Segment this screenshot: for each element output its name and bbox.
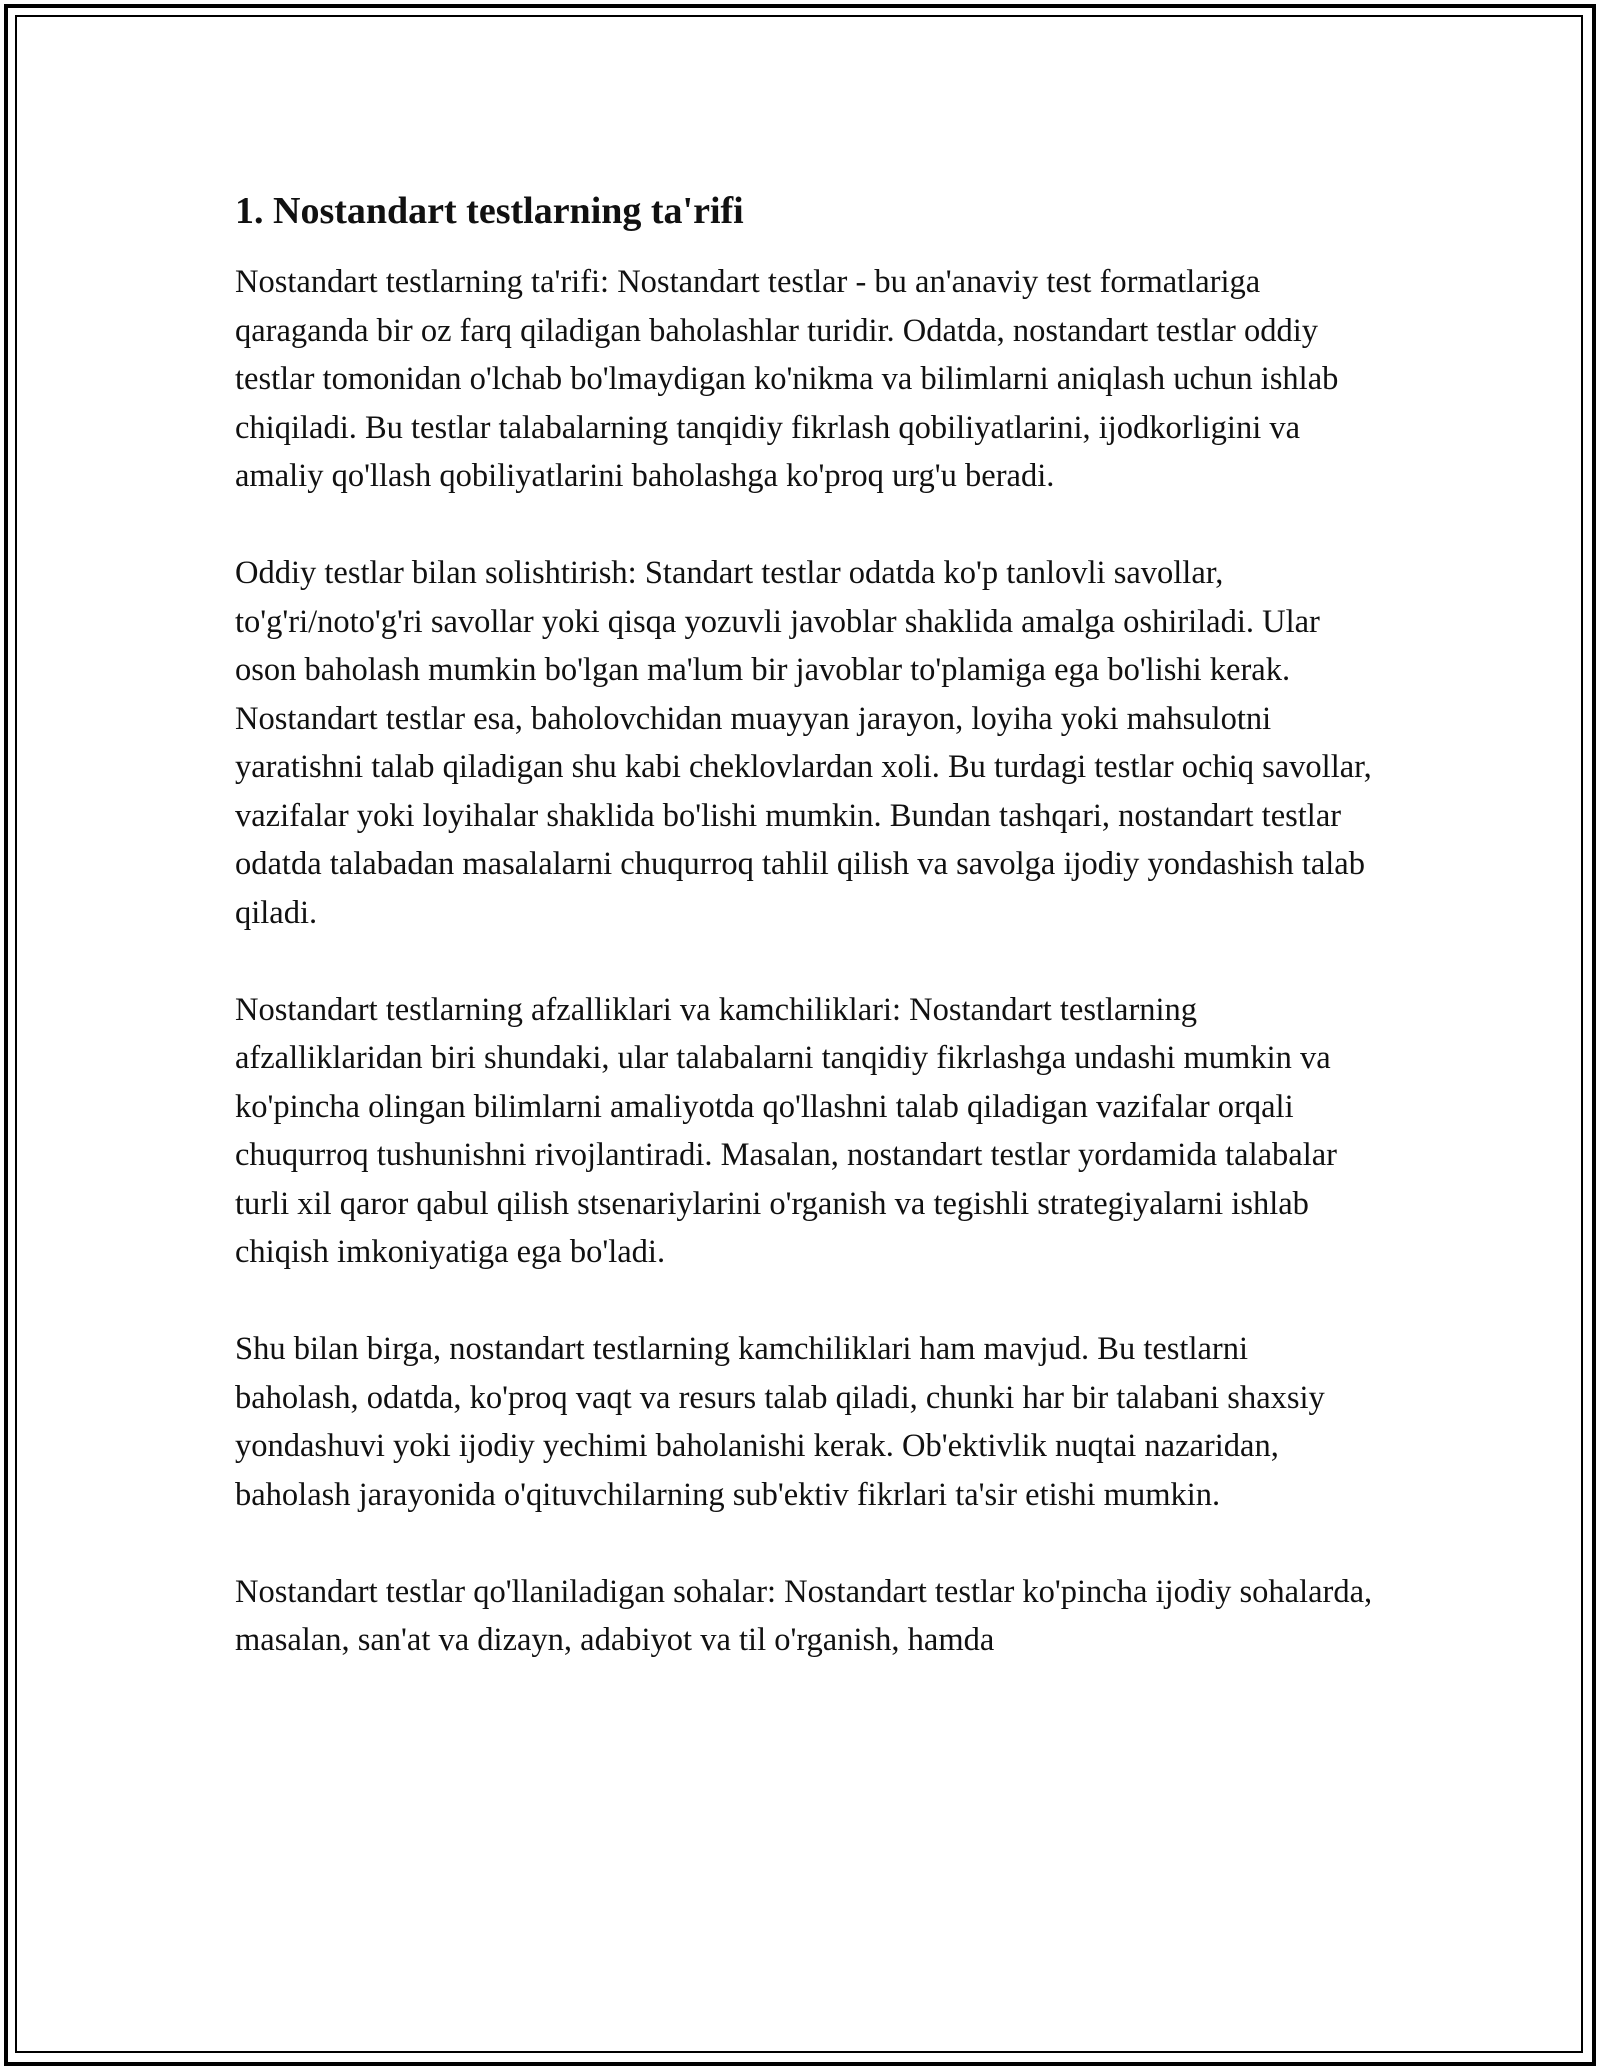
- paragraph-definition: Nostandart testlarning ta'rifi: Nostandart testlar - bu an'anaviy test formatlariga qaraganda bir oz farq qiladigan baholashlar turidir. Odatda, nostandart testlar oddiy testlar tomonidan o'lchab bo'lmaydigan ko'nikma va bilimlarni aniqlash uchun ishlab chiqiladi. Bu testlar talabalarning tanqidiy fikrlash qobiliyatlarini, ijodkorligini va amaliy qo'llash qobiliyatlarini baholashga ko'proq urg'u beradi.: [235, 264, 1339, 494]
- paragraph-application-areas: Nostandart testlar qo'llaniladigan sohalar: Nostandart testlar ko'pincha ijodiy sohalarda, masalan, san'at va dizayn, adabiyot va til o'rganish, hamda: [235, 1573, 1373, 1658]
- paragraph-disadvantages: Shu bilan birga, nostandart testlarning kamchiliklari ham mavjud. Bu testlarni baholash, odatda, ko'proq vaqt va resurs talab qiladi, chunki har bir talabani shaxsiy yondashuvi yoki ijodiy yechimi baholanishi kerak. Ob'ektivlik nuqtai nazaridan, baholash jarayonida o'qituvchilarning sub'ektiv fikrlari ta'sir etishi mumkin.: [235, 1331, 1325, 1513]
- document-body: [235, 186, 1375, 1713]
- paragraph-comparison: Oddiy testlar bilan solishtirish: Standart testlar odatda ko'p tanlovli savollar, to'g'ri/noto'g'ri savollar yoki qisqa yozuvli javoblar shaklida amalga oshiriladi. Ular oson baholash mumkin bo'lgan ma'lum bir javoblar to'plamiga ega bo'lishi kerak. Nostandart testlar esa, baholovchidan muayyan jarayon, loyiha yoki mahsulotni yaratishni talab qiladigan shu kabi cheklovlardan xoli. Bu turdagi testlar ochiq savollar, vazifalar yoki loyihalar shaklida bo'lishi mumkin. Bundan tashqari, nostandart testlar odatda talabadan masalalarni chuqurroq tahlil qilish va savolga ijodiy yondashish talab qiladi.: [235, 555, 1372, 931]
- section-title: 1. Nostandart testlarning ta'rifi: [235, 190, 744, 232]
- paragraph-advantages: Nostandart testlarning afzalliklari va kamchiliklari: Nostandart testlarning afzalliklaridan biri shundaki, ular talabalarni tanqidiy fikrlashga undashi mumkin va ko'pincha olingan bilimlarni amaliyotda qo'llashni talab qiladigan vazifalar orqali chuqurroq tushunishni rivojlantiradi. Masalan, nostandart testlar yordamida talabalar turli xil qaror qabul qilish stsenariylarini o'rganish va tegishli strategiyalarni ishlab chiqish imkoniyatiga ega bo'ladi.: [235, 991, 1337, 1270]
